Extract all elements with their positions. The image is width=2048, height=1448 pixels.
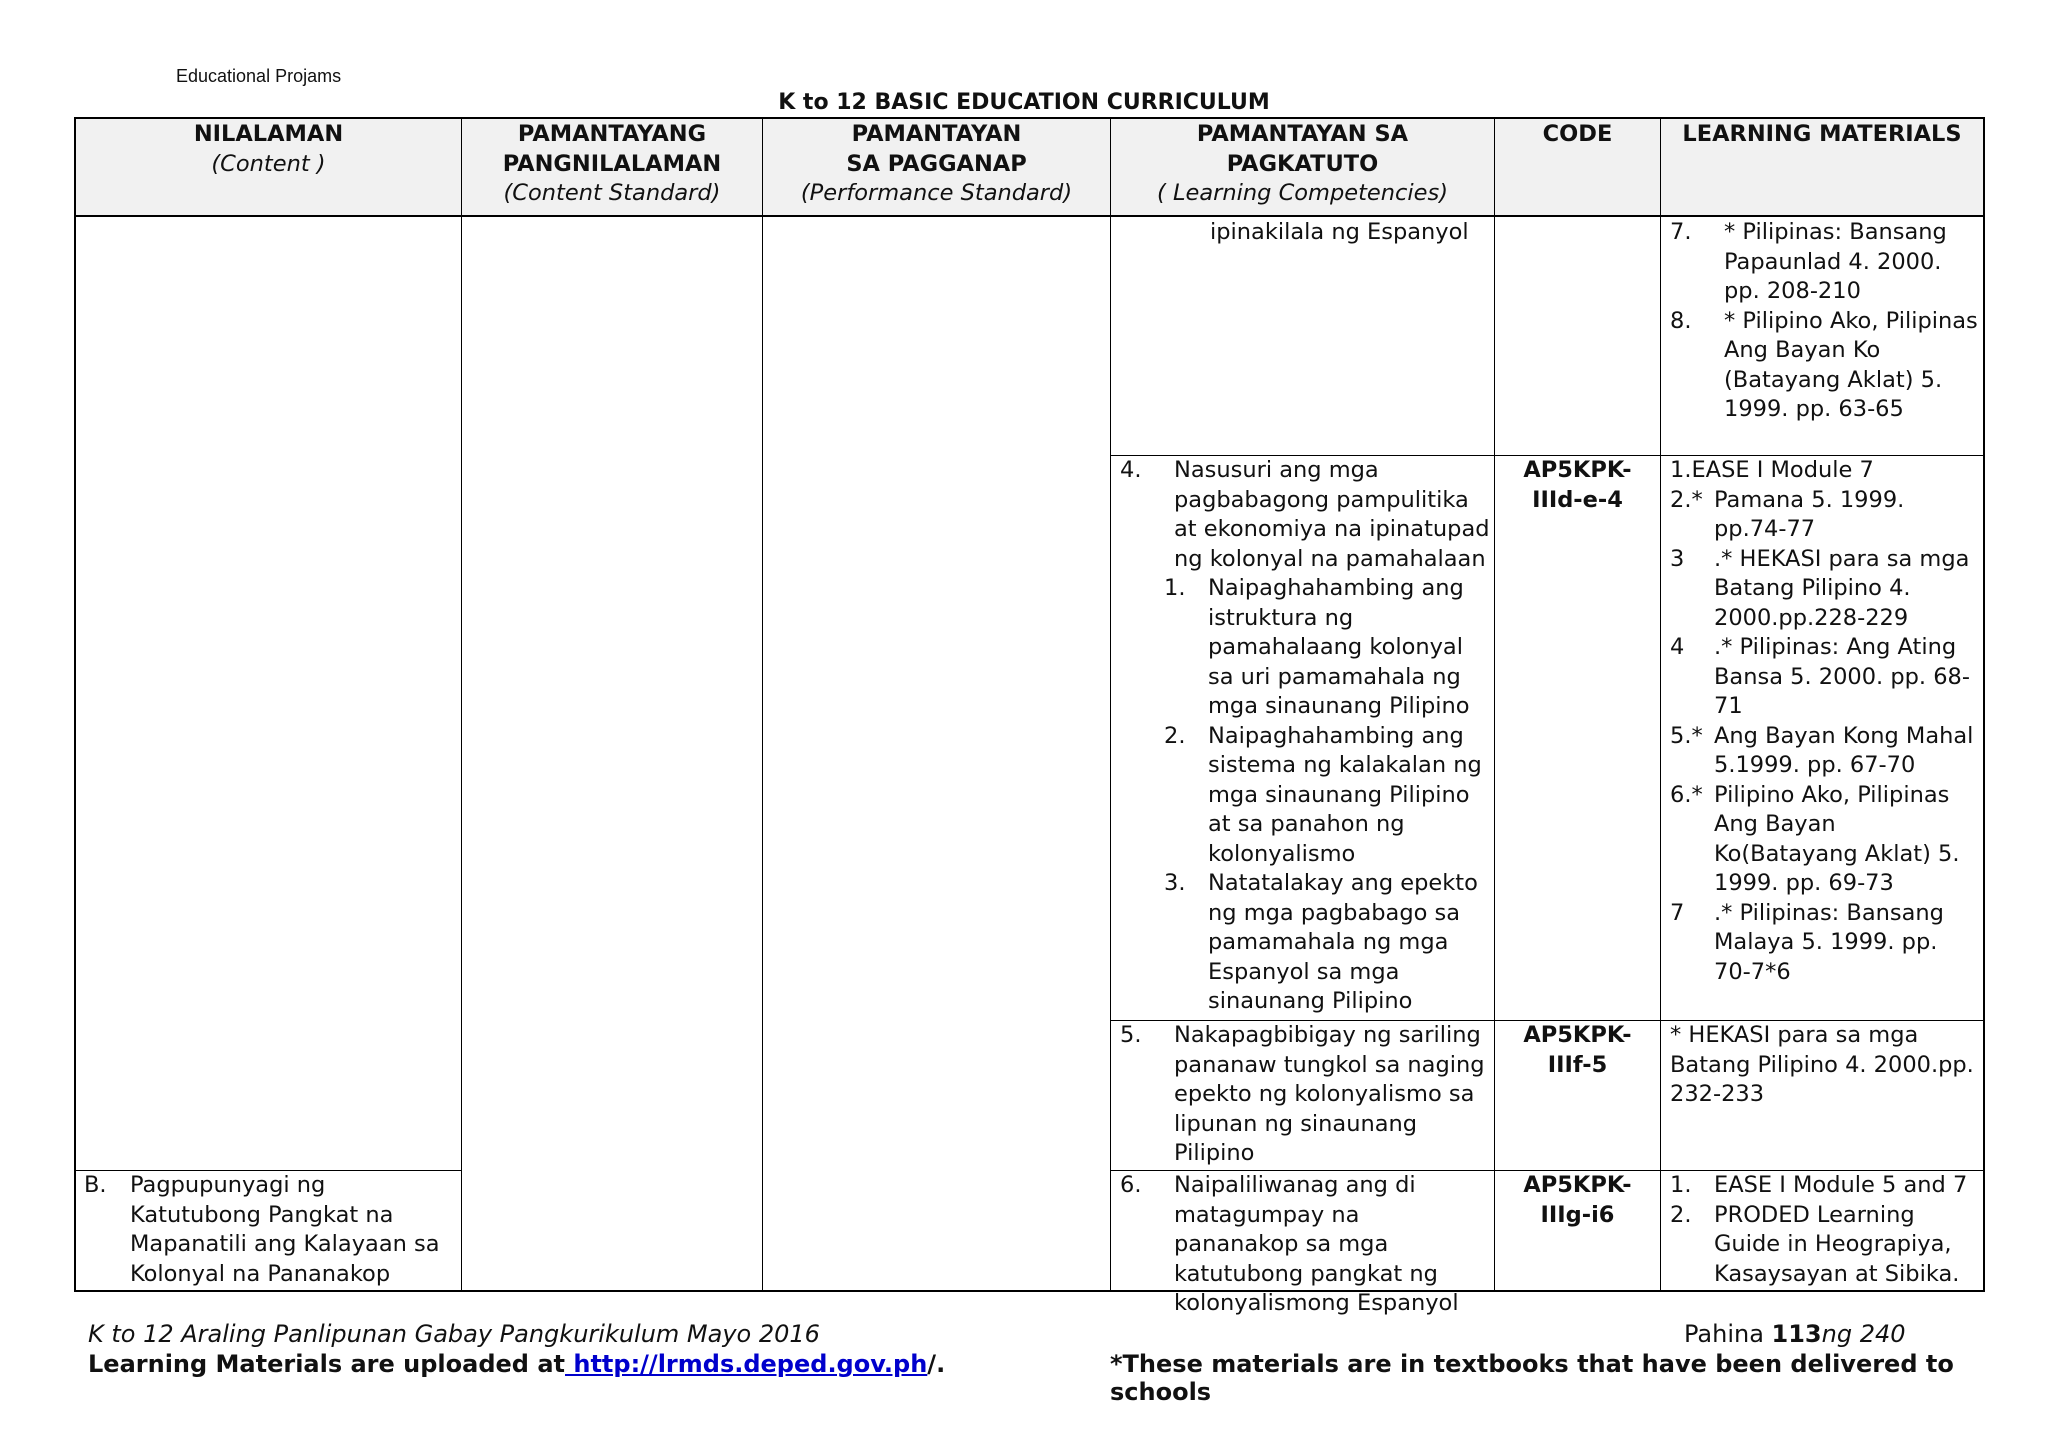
footer-page-suffix: ng 240 [1821,1320,1906,1348]
competency-item [1120,1171,1490,1319]
footer-uploaded-text: Learning Materials are uploaded at [88,1350,565,1378]
footer-uploaded [88,1350,945,1378]
header-learning-competencies-line2: PAGKATUTO [1226,150,1379,177]
material-text: * Pilipino Ako, Pilipinas Ang Bayan Ko (Batayang Aklat) 5. 1999. pp. 63-65 [1724,307,1978,422]
material-item [1670,307,1980,425]
subcompetency-text: Naipaghahambing ang sistema ng kalakalan ng mga sinaunang Pilipino at sa panahon ng kolonyalismo [1208,722,1482,867]
code-4 [1495,456,1660,515]
header-content-label: NILALAMAN [193,121,344,147]
material-text: Pamana 5. 1999. pp.74-77 [1714,486,1905,542]
code-line1: AP5KPK- [1523,1172,1632,1198]
row1-materials [1670,218,1980,425]
material-number: 2. [1670,1201,1692,1228]
header-code [1495,120,1660,216]
header-code-label: CODE [1542,121,1613,147]
footer-note: *These materials are in textbooks that have been delivered to schools [1110,1350,1954,1406]
code-line1: AP5KPK- [1523,1022,1632,1048]
footer-page [1684,1320,1906,1348]
competency-5 [1120,1021,1490,1169]
material-item [1670,781,1980,899]
footer-page-number: 113 [1771,1320,1822,1348]
material-number: 3 [1670,545,1685,572]
header-performance-standard [763,120,1110,216]
competency-text: Naipaliliwanag ang di matagumpay na pananakop sa mga katutubong pangkat ng kolonyalismong Espanyol [1174,1172,1459,1316]
competency-number: 6. [1120,1172,1142,1198]
content-item [84,1171,454,1289]
material-number: 5.* [1670,722,1703,749]
material-item [1670,1171,1980,1201]
material-item [1670,899,1980,988]
material-text: EASE I Module 5 and 7 [1714,1172,1968,1198]
material-number: 1. [1670,1172,1692,1198]
material-item [1670,456,1980,486]
material-text: .* Pilipinas: Ang Ating Bansa 5. 2000. pp. 68-71 [1714,634,1970,719]
competency-6 [1120,1171,1490,1316]
subcompetency-item [1164,574,1490,722]
material-text: .* Pilipinas: Bansang Malaya 5. 1999. pp. 70-7*6 [1714,899,1944,985]
material-number: 7 [1670,899,1685,926]
material-text: EASE I Module 7 [1691,457,1874,483]
competency-text: Nasusuri ang mga pagbabagong pampulitika at ekonomiya na ipinatupad ng kolonyal na pamahalaan [1174,457,1490,572]
header-content [76,120,461,216]
footer-guide: K to 12 Araling Panlipunan Gabay Pangkurikulum Mayo 2016 [88,1320,820,1348]
material-text: Ang Bayan Kong Mahal 5.1999. pp. 67-70 [1714,722,1974,778]
material-text: PRODED Learning Guide in Heograpiya, Kasaysayan at Sibika. [1714,1201,1960,1287]
header-learning-materials-label: LEARNING MATERIALS [1682,121,1962,147]
code-line2: IIId-e-4 [1532,486,1623,513]
lrmds-link[interactable]: http://lrmds.deped.gov.ph [565,1350,928,1378]
header-learning-materials [1661,120,1983,216]
material-text: * Pilipinas: Bansang Papaunlad 4. 2000. pp. 208-210 [1724,219,1947,304]
competency-number: 5. [1120,1022,1142,1048]
material-item [1670,545,1980,634]
material-text: .* HEKASI para sa mga Batang Pilipino 4. 2000.pp.228-229 [1714,545,1970,631]
header-learning-competencies-line1: PAMANTAYAN SA [1196,121,1409,147]
row3-material: * HEKASI para sa mga Batang Pilipino 4. 2000.pp. 232-233 [1670,1022,1974,1107]
header-performance-standard-line1: PAMANTAYAN [851,121,1022,147]
material-number: 6.* [1670,781,1703,808]
competency-item [1120,456,1490,574]
row2-materials [1670,456,1980,987]
competency-continuation: ipinakilala ng Espanyol [1210,219,1469,245]
content-b [84,1171,454,1289]
subcompetency-item [1164,722,1490,870]
code-line2: IIIg-i6 [1540,1201,1615,1228]
header-content-standard [462,120,762,216]
watermark: Educational Projams [176,66,342,86]
row4-materials [1670,1171,1980,1289]
material-number: 8. [1670,307,1692,334]
subcompetency-number: 3. [1164,870,1186,896]
footer-url-end: /. [927,1350,946,1378]
material-text: Pilipino Ako, Pilipinas Ang Bayan Ko(Batayang Aklat) 5. 1999. pp. 69-73 [1714,781,1960,896]
content-number: B. [84,1172,107,1198]
subcompetency-number: 2. [1164,722,1186,749]
subcompetency-text: Naipaghahambing ang istruktura ng pamahalaang kolonyal sa uri pamamahala ng mga sinaunang Pilipino [1208,575,1470,719]
subcompetency-text: Natatalakay ang epekto ng mga pagbabago sa pamamahala ng mga Espanyol sa mga sinaunang Pilipino [1208,870,1478,1014]
material-item [1670,633,1980,722]
material-item [1670,218,1980,307]
material-number: 7. [1670,219,1692,245]
header-content-standard-line2: PANGNILALAMAN [502,150,722,177]
code-line1: AP5KPK- [1523,457,1632,483]
competency-number: 4. [1120,457,1142,483]
competency-text: Nakapagbibigay ng sariling pananaw tungkol sa naging epekto ng kolonyalismo sa lipunan ng sinaunang Pilipino [1174,1022,1485,1166]
material-number: 1. [1670,457,1692,483]
material-number: 4 [1670,634,1685,660]
subcompetency-item [1164,869,1490,1017]
header-learning-competencies-english: ( Learning Competencies) [1157,180,1448,206]
content-text: Pagpupunyagi ng Katutubong Pangkat na Mapanatili ang Kalayaan sa Kolonyal na Pananakop [130,1172,440,1287]
header-performance-standard-english: (Performance Standard) [800,180,1073,206]
code-5 [1495,1021,1660,1080]
competency-item [1120,1021,1490,1169]
competency-subitems [1120,574,1490,1017]
header-content-english: (Content ) [211,150,326,177]
material-item [1670,722,1980,781]
footer-page-prefix: Pahina [1684,1320,1772,1348]
header-performance-standard-line2: SA PAGGANAP [846,150,1027,177]
code-6 [1495,1171,1660,1230]
competency-4 [1120,456,1490,1017]
subcompetency-number: 1. [1164,575,1186,601]
material-item [1670,486,1980,545]
material-number: 2.* [1670,486,1703,513]
material-item [1670,1201,1980,1290]
header-content-standard-line1: PAMANTAYANG [517,121,707,147]
code-line2: IIIf-5 [1547,1051,1608,1078]
header-content-standard-english: (Content Standard) [503,180,721,206]
header-learning-competencies [1111,120,1494,216]
document-title: K to 12 BASIC EDUCATION CURRICULUM [778,90,1270,115]
